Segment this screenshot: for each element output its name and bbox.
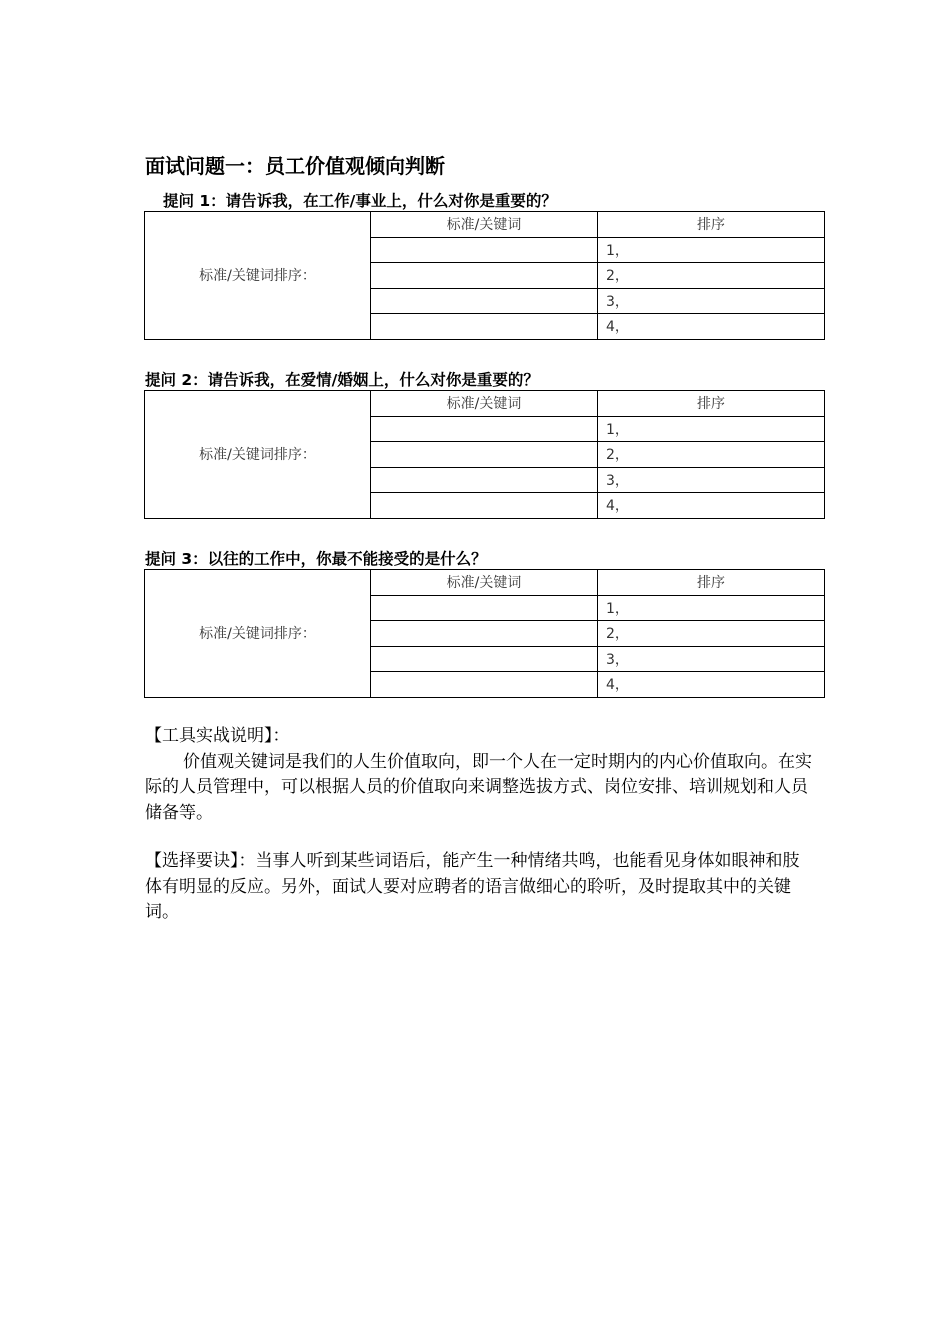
row-label: 标准/关键词排序：: [145, 212, 371, 340]
rank-cell[interactable]: 2，: [598, 263, 825, 289]
column-header-rank: 排序: [598, 212, 825, 238]
question-3-title: 提问 3：以往的工作中，你最不能接受的是什么？: [145, 550, 487, 568]
choose-notes-body: 当事人听到某些词语后，能产生一种情绪共鸣，也能看见身体如眼神和肢体有明显的反应。另外，面试人要对应聘者的语言做细心的聆听，及时提取其中的关键词。: [145, 851, 800, 922]
rank-cell[interactable]: 1，: [598, 595, 825, 621]
rank-cell[interactable]: 4，: [598, 314, 825, 340]
rank-cell[interactable]: 4，: [598, 493, 825, 519]
rank-cell[interactable]: 3，: [598, 467, 825, 493]
question-3-table: [144, 569, 825, 698]
row-label: 标准/关键词排序：: [145, 570, 371, 698]
keyword-cell[interactable]: [371, 493, 598, 519]
keyword-cell[interactable]: [371, 595, 598, 621]
keyword-cell[interactable]: [371, 314, 598, 340]
keyword-cell[interactable]: [371, 288, 598, 314]
tool-notes-body: 价值观关键词是我们的人生价值取向，即一个人在一定时期内的内心价值取向。在实际的人员管理中，可以根据人员的价值取向来调整选拔方式、岗位安排、培训规划和人员储备等。: [145, 751, 812, 823]
keyword-cell[interactable]: [371, 621, 598, 647]
keyword-cell[interactable]: [371, 416, 598, 442]
tool-notes-section: [145, 724, 815, 826]
keyword-cell[interactable]: [371, 646, 598, 672]
keyword-cell[interactable]: [371, 442, 598, 468]
rank-cell[interactable]: 2，: [598, 442, 825, 468]
tool-notes-heading: 【工具实战说明】：: [145, 726, 290, 746]
question-1-table: [144, 211, 825, 340]
column-header-keyword: 标准/关键词: [371, 570, 598, 596]
keyword-cell[interactable]: [371, 263, 598, 289]
page-title: 面试问题一：员工价值观倾向判断: [145, 154, 445, 178]
rank-cell[interactable]: 1，: [598, 237, 825, 263]
rank-cell[interactable]: 1，: [598, 416, 825, 442]
rank-cell[interactable]: 3，: [598, 288, 825, 314]
question-2-table: [144, 390, 825, 519]
question-1-title: 提问 1：请告诉我，在工作/事业上，什么对你是重要的？: [163, 192, 557, 210]
keyword-cell[interactable]: [371, 467, 598, 493]
choose-notes-section: [145, 849, 815, 926]
keyword-cell[interactable]: [371, 237, 598, 263]
column-header-keyword: 标准/关键词: [371, 391, 598, 417]
choose-notes-heading: 【选择要诀】：: [145, 851, 256, 871]
choose-notes-paragraph: [145, 849, 815, 926]
rank-cell[interactable]: 4，: [598, 672, 825, 698]
rank-cell[interactable]: 2，: [598, 621, 825, 647]
question-2-title: 提问 2：请告诉我，在爱情/婚姻上，什么对你是重要的？: [145, 371, 539, 389]
keyword-cell[interactable]: [371, 672, 598, 698]
row-label: 标准/关键词排序：: [145, 391, 371, 519]
rank-cell[interactable]: 3，: [598, 646, 825, 672]
column-header-rank: 排序: [598, 391, 825, 417]
column-header-rank: 排序: [598, 570, 825, 596]
column-header-keyword: 标准/关键词: [371, 212, 598, 238]
